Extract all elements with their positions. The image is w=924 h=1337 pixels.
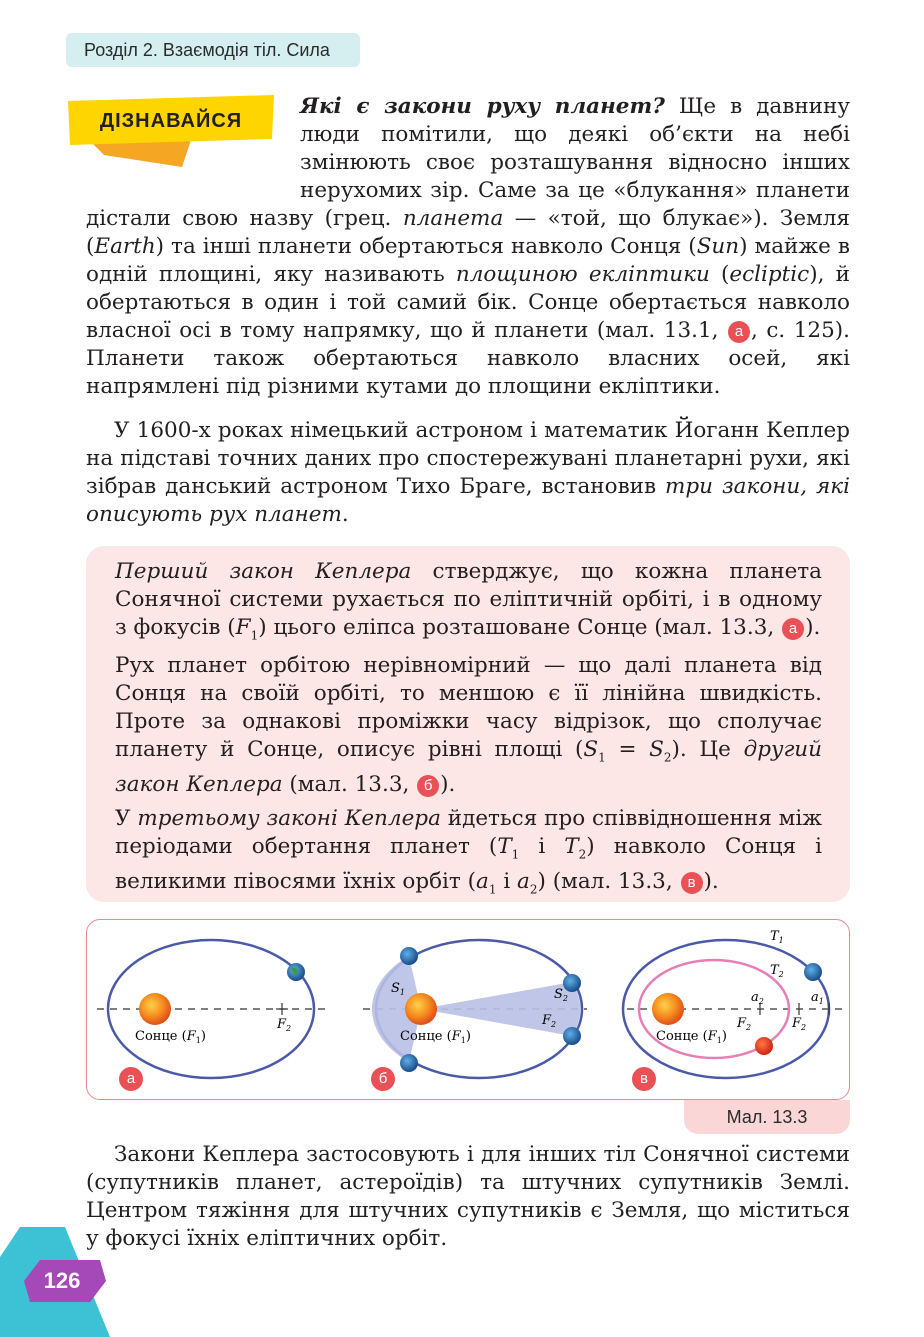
area-label-s2: $S_2$ [554, 987, 568, 1003]
learn-badge-text: ДІЗНАВАЙСЯ [99, 110, 243, 132]
ref-badge-v: в [681, 872, 703, 894]
area-label-s1: $S_1$ [391, 981, 405, 997]
earth-icon [563, 1027, 581, 1045]
planet-icon [755, 1037, 773, 1055]
diagram-c [623, 929, 845, 1078]
earth-icon [400, 947, 418, 965]
earth-icon [400, 1054, 418, 1072]
diagram-a [97, 940, 325, 1078]
axis-label-a2: $a_2$ [751, 990, 764, 1006]
closing-paragraph: Закони Кеплера застосовують і для інших тіл Сонячної системи (супутників планет, астероїдів) та штучних супутників Землі. Центром тяжіння для штучних супутників є Земля, що міститься у фокусі їхніх еліптичних орбіт. [86, 1142, 850, 1251]
page-number: 126 [43, 1268, 81, 1293]
ref-badge-a: а [728, 321, 750, 343]
sun-label: Сонце $(F_1)$ [656, 1029, 727, 1045]
sun-label: Сонце $(F_1)$ [135, 1029, 206, 1045]
focus-label-f2: $F_2$ [277, 1017, 292, 1033]
sun-icon [405, 993, 437, 1025]
sun-icon [139, 993, 171, 1025]
kepler-intro-paragraph: У 1600-х роках німецький астроном і математик Йоганн Кеплер на підставі точних даних про спостережувані планетарні рухи, які зібрав данський астроном Тихо Браге, встановив три закони, які описують рух планет. [86, 418, 850, 527]
section-header: Розділ 2. Взаємодія тіл. Сила [66, 33, 360, 67]
figure-caption: Мал. 13.3 [684, 1100, 850, 1134]
figure-13-3 [86, 919, 850, 1100]
sun-label: Сонце $(F_1)$ [400, 1029, 471, 1045]
diagram-badge-v: в [632, 1067, 656, 1091]
kepler-diagrams [87, 920, 848, 1098]
sun-icon [652, 993, 684, 1025]
earth-icon [804, 963, 822, 981]
third-law: У третьому законі Кеплера йдеться про співвідношення між періодами обертання планет ($T_1$ і $T_2$) навколо Сонця і великими півосями їхніх орбіт ($a_1$ і $a_2$) (мал. 13.3, в ). [115, 806, 823, 897]
focus-label-f2: $F_2$ [542, 1013, 557, 1029]
axis-label-a1: $a_1$ [811, 990, 824, 1006]
diagram-badge-b: б [371, 1067, 395, 1091]
focus-label-f2-inner: $F_2$ [737, 1016, 752, 1032]
ref-badge-a2: а [782, 618, 804, 640]
period-label-t1: $T_1$ [770, 929, 784, 945]
diagram-badge-a: а [119, 1067, 143, 1091]
ref-badge-b: б [417, 775, 439, 797]
intro-paragraph: Які є закони руху планет? Ще в давнину люди помітили, що деякі об’єкти на небі змінюють своє розташування відносно інших нерухомих зір. Саме за це «блукання» планети дістали свою назву (грец. планета — «той, що блукає»). Земля (Earth) та інші планети обертаються навколо Сонця (Sun) майже в одній площині, яку називають площиною екліптики (ecliptic), й обертаються в один і той самий бік. Сонце обертається навколо власної осі в тому напрямку, що й планети (мал. 13.1, а , с. 125). Планети також обертаються навколо власних осей, які напрямлені під різними кутами до площини екліптики. [86, 94, 850, 399]
first-law: Перший закон Кеплера стверджує, що кожна планета Сонячної системи рухається по еліптичній орбіті, і в одному з фокусів $(F_1)$ цього еліпса розташоване Сонце (мал. 13.3, а ). [115, 559, 822, 643]
earth-icon [563, 974, 581, 992]
diagram-b [363, 940, 587, 1078]
period-label-t2: $T_2$ [770, 963, 784, 979]
second-law: Рух планет орбітою нерівномірний — що далі планета від Сонця на своїй орбіті, то меншою є її лінійна швидкість. Проте за однакові проміжки часу відрізок, що сполучає планету й Сонце, описує рівні площі $(S_1 = S_2)$. Це другий закон Кеплера (мал. 13.3, б ). [115, 653, 822, 798]
focus-label-f2-outer: $F_2$ [792, 1016, 807, 1032]
